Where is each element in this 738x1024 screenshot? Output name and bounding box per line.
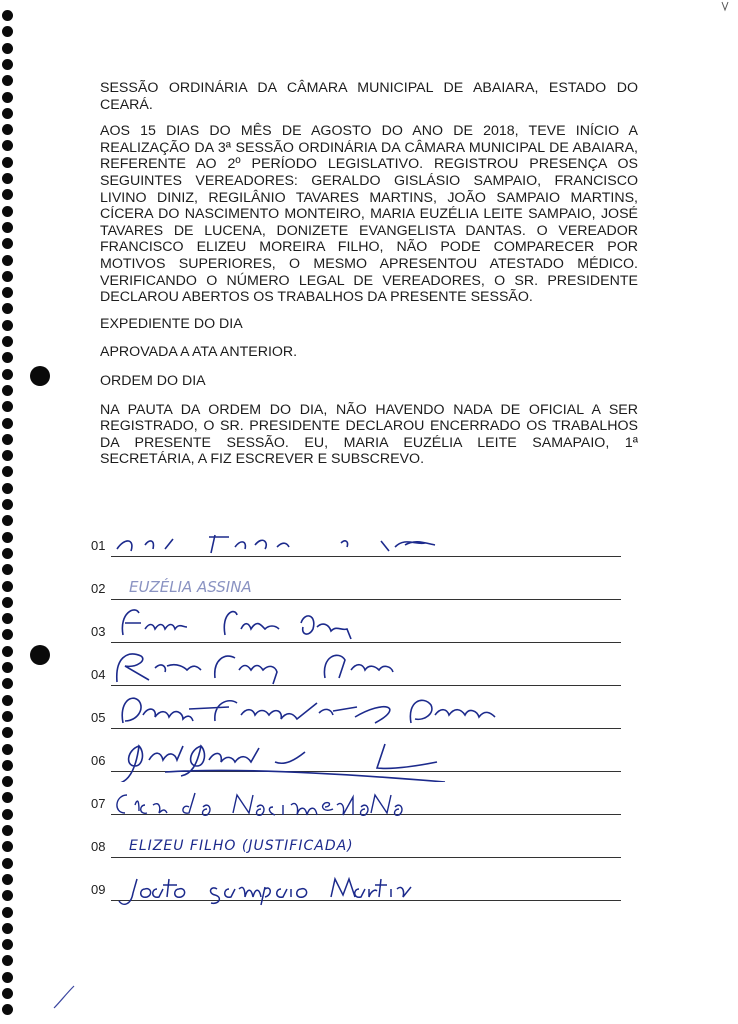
punch-hole bbox=[2, 385, 13, 396]
punch-hole bbox=[2, 10, 13, 21]
punch-hole bbox=[2, 92, 13, 103]
punch-hole bbox=[2, 841, 13, 852]
punch-hole bbox=[2, 629, 13, 640]
signature-row bbox=[91, 733, 621, 776]
punch-hole bbox=[2, 760, 13, 771]
punch-hole bbox=[2, 75, 13, 86]
punch-hole bbox=[2, 352, 13, 363]
punch-hole bbox=[2, 646, 13, 657]
punch-hole bbox=[2, 678, 13, 689]
signature-number: 08 bbox=[91, 839, 106, 854]
signature-number: 04 bbox=[91, 667, 106, 682]
signature-row bbox=[91, 776, 621, 819]
signature-6 bbox=[105, 732, 505, 782]
signature-9 bbox=[105, 865, 425, 909]
punch-hole bbox=[2, 890, 13, 901]
punch-hole bbox=[2, 532, 13, 543]
signature-number: 02 bbox=[91, 581, 106, 596]
signature-number: 01 bbox=[91, 538, 106, 553]
punch-hole bbox=[2, 809, 13, 820]
punch-hole bbox=[2, 369, 13, 380]
punch-hole bbox=[2, 124, 13, 135]
punch-hole bbox=[2, 466, 13, 477]
punch-hole bbox=[2, 303, 13, 314]
punch-hole bbox=[2, 776, 13, 787]
punch-hole bbox=[2, 418, 13, 429]
signature-2 bbox=[105, 566, 365, 602]
punch-hole bbox=[2, 238, 13, 249]
punch-hole bbox=[2, 825, 13, 836]
punch-hole bbox=[2, 858, 13, 869]
punch-hole bbox=[2, 26, 13, 37]
punch-hole bbox=[2, 613, 13, 624]
signature-3 bbox=[105, 603, 425, 645]
signature-number: 07 bbox=[91, 796, 106, 811]
punch-hole bbox=[2, 597, 13, 608]
signature-4 bbox=[105, 644, 435, 688]
punch-hole bbox=[2, 695, 13, 706]
signature-8-label: ELIZEU FILHO (JUSTIFICADA) bbox=[129, 838, 354, 854]
punch-hole bbox=[2, 515, 13, 526]
punch-hole bbox=[2, 320, 13, 331]
punch-hole bbox=[2, 206, 13, 217]
punch-hole bbox=[2, 483, 13, 494]
punch-hole bbox=[2, 955, 13, 966]
signature-2-label: EUZÉLIA ASSINA bbox=[129, 578, 252, 596]
punch-hole bbox=[2, 434, 13, 445]
punch-hole bbox=[2, 271, 13, 282]
binder-punch-holes bbox=[0, 0, 20, 1024]
signature-7 bbox=[105, 781, 425, 817]
punch-hole bbox=[2, 939, 13, 950]
punch-hole bbox=[2, 157, 13, 168]
punch-hole bbox=[2, 401, 13, 412]
punch-hole bbox=[2, 336, 13, 347]
signature-number: 06 bbox=[91, 753, 106, 768]
punch-hole bbox=[2, 988, 13, 999]
ordem-heading: ORDEM DO DIA bbox=[100, 372, 206, 389]
signature-8 bbox=[105, 824, 425, 860]
punch-hole bbox=[2, 255, 13, 266]
signature-row bbox=[91, 862, 621, 905]
signature-row bbox=[91, 819, 621, 862]
approval-line: APROVADA A ATA ANTERIOR. bbox=[100, 344, 298, 361]
document-title: SESSÃO ORDINÁRIA DA CÂMARA MUNICIPAL DE ABAIARA, ESTADO DO CEARÁ. bbox=[100, 80, 638, 113]
punch-hole bbox=[2, 548, 13, 559]
punch-hole bbox=[2, 907, 13, 918]
punch-hole bbox=[2, 189, 13, 200]
punch-hole bbox=[2, 662, 13, 673]
signature-row bbox=[91, 604, 621, 647]
signature-number: 09 bbox=[91, 882, 106, 897]
punch-hole bbox=[2, 792, 13, 803]
binder-ring-hole bbox=[30, 366, 50, 386]
punch-hole bbox=[2, 744, 13, 755]
signature-1 bbox=[105, 523, 455, 559]
punch-hole bbox=[2, 874, 13, 885]
punch-hole bbox=[2, 140, 13, 151]
signature-number: 03 bbox=[91, 624, 106, 639]
punch-hole bbox=[2, 564, 13, 575]
punch-hole bbox=[2, 173, 13, 184]
punch-hole bbox=[2, 972, 13, 983]
signature-row bbox=[91, 561, 621, 604]
punch-hole bbox=[2, 108, 13, 119]
signature-list bbox=[91, 518, 621, 905]
punch-hole bbox=[2, 581, 13, 592]
pen-stroke-mark bbox=[50, 982, 80, 1012]
expediente-heading: EXPEDIENTE DO DIA bbox=[100, 315, 243, 332]
signature-number: 05 bbox=[91, 710, 106, 725]
signature-5 bbox=[105, 687, 545, 731]
punch-hole bbox=[2, 499, 13, 510]
session-paragraph: AOS 15 DIAS DO MÊS DE AGOSTO DO ANO DE 2018, TEVE INÍCIO A REALIZAÇÃO DA 3ª SESSÃO ORDINÁRIA DA CÂMARA MUNICIPAL DE ABAIARA, REFERENTE AO 2º PERÍODO LEGISLATIVO. REGISTROU PRESENÇA OS SEGUINTES VEREADORES: GERALDO GISLÁSIO SAMPAIO, FRANCISCO LIVINO DINIZ, REGILÂNIO TAVARES MARTINS, JOÃO SAMPAIO MARTINS, CÍCERA DO NASCIMENTO MONTEIRO, MARIA EUZÉLIA LEITE SAMPAIO, JOSÉ TAVARES DE LUCENA, DONIZETE EVANGELISTA DANTAS. O VEREADOR FRANCISCO ELIZEU MOREIRA FILHO, NÃO PODE COMPARECER POR MOTIVOS SUPERIORES, O MESMO APRESENTOU ATESTADO MÉDICO. VERIFICANDO O NÚMERO LEGAL DE VEREADORES, O SR. PRESIDENTE DECLAROU ABERTOS OS TRABALHOS DA PRESENTE SESSÃO. bbox=[100, 123, 638, 306]
punch-hole bbox=[2, 43, 13, 54]
signature-row bbox=[91, 690, 621, 733]
punch-hole bbox=[2, 1004, 13, 1015]
punch-hole bbox=[2, 727, 13, 738]
punch-hole bbox=[2, 287, 13, 298]
signature-row bbox=[91, 518, 621, 561]
punch-hole bbox=[2, 59, 13, 70]
punch-hole bbox=[2, 923, 13, 934]
minutes-text bbox=[100, 80, 638, 478]
punch-hole bbox=[2, 450, 13, 461]
binder-ring-hole bbox=[30, 645, 50, 665]
signature-row bbox=[91, 647, 621, 690]
punch-hole bbox=[2, 222, 13, 233]
scan-artifact-mark bbox=[720, 0, 730, 12]
closing-paragraph: NA PAUTA DA ORDEM DO DIA, NÃO HAVENDO NADA DE OFICIAL A SER REGISTRADO, O SR. PRESIDENTE DECLAROU ENCERRADO OS TRABALHOS DA PRESENTE SESSÃO. EU, MARIA EUZÉLIA LEITE SAMAPAIO, 1ª SECRETÁRIA, A FIZ ESCREVER E SUBSCREVO. bbox=[100, 401, 638, 468]
punch-hole bbox=[2, 711, 13, 722]
